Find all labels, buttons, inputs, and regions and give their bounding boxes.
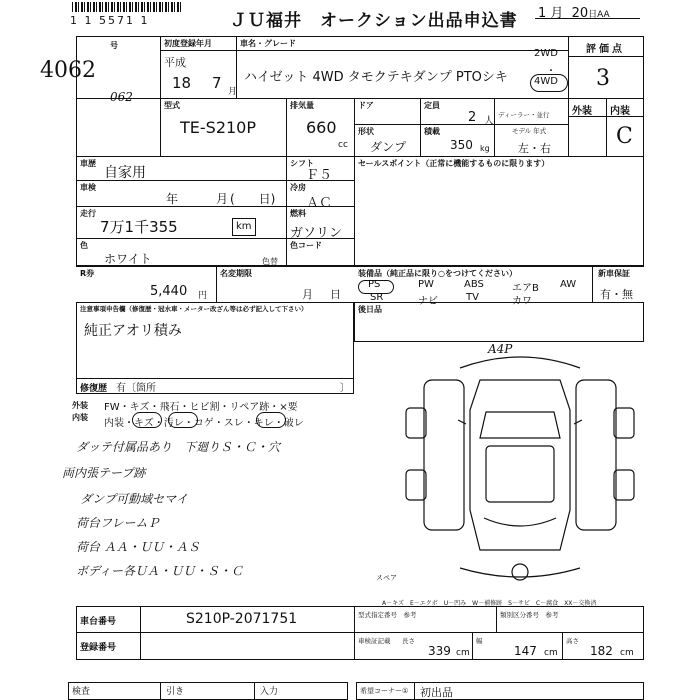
- mileage-label: 走行: [80, 209, 96, 218]
- lot-sub: 062: [110, 90, 133, 104]
- registration-label: 登録番号: [80, 643, 117, 653]
- displacement-unit: cc: [338, 140, 348, 150]
- displacement-value: 660: [306, 118, 337, 137]
- chassis-label: 車台番号: [80, 617, 117, 627]
- inspection-year: 年: [166, 192, 179, 206]
- color-code-label: 色コード: [290, 241, 322, 250]
- height-value: 182: [590, 644, 613, 658]
- after-items-box: [354, 302, 644, 342]
- name-change-day: 日: [330, 288, 341, 301]
- mileage-value: 7万1千355: [100, 218, 178, 236]
- first-reg-year: 18: [172, 74, 192, 92]
- spare-label: スペア: [376, 574, 397, 582]
- class-label: 類別区分番号 参考: [500, 611, 559, 619]
- recycle-label: R券: [80, 269, 95, 278]
- length-value: 339: [428, 644, 451, 658]
- capacity-value: 2: [468, 110, 477, 125]
- drive-dot: ・: [546, 66, 556, 77]
- dealer-label: ディーラー・並行: [498, 111, 550, 119]
- int-value: C: [616, 124, 633, 149]
- length-label: 長さ: [402, 637, 415, 645]
- equip-aw: AW: [560, 279, 577, 290]
- footer-inspection: 検査: [72, 687, 91, 697]
- color-label: 色: [80, 241, 88, 250]
- inspection-label: 車検: [80, 183, 96, 192]
- corner-label: 希望コーナー①: [360, 687, 409, 695]
- equip-navi: ナビ: [418, 296, 438, 307]
- load-value: 350: [450, 138, 473, 152]
- legend-int-label: 内装: [72, 413, 88, 422]
- grade-label: 評価点: [586, 44, 625, 55]
- type-value: TE-S210P: [180, 118, 256, 137]
- barcode: [72, 2, 182, 12]
- chassis-value: S210P-2071751: [186, 611, 298, 627]
- footer-pull: 引き: [166, 687, 185, 697]
- date-month-unit: 月: [550, 6, 564, 21]
- name-change-month: 月: [302, 288, 313, 301]
- equip-abs: ABS: [464, 279, 484, 290]
- ac-value: ＡＣ: [306, 196, 333, 211]
- model-label: 車名・グレード: [240, 39, 296, 48]
- body-shape-value: ダンプ: [370, 140, 407, 154]
- legend-yogore-circle: [168, 412, 198, 428]
- damage-legend: A－キズ E－エクボ U－凹み W－補修跡 S－サビ C－腐食 XX－交換済: [382, 600, 597, 607]
- doors-label: ドア: [358, 101, 374, 110]
- inspection-day: ( 日): [230, 192, 276, 206]
- sales-point-label: セールスポイント（正常に機能するものに限ります）: [358, 159, 550, 168]
- equip-leather: カワ: [512, 296, 532, 307]
- mileage-unit: km: [236, 221, 252, 232]
- width-unit: cm: [544, 648, 558, 658]
- equip-airbag: エアB: [512, 283, 539, 294]
- hand-note-4: 荷台フレームＰ: [76, 516, 160, 530]
- legend-sure-circle: [256, 412, 286, 428]
- displacement-label: 排気量: [290, 101, 314, 110]
- footer-entry: 入力: [260, 687, 279, 697]
- ac-label: 冷房: [290, 183, 306, 192]
- footer-row: [68, 682, 348, 700]
- drive-4wd: 4WD: [534, 76, 558, 87]
- shift-value: Ｆ５: [306, 168, 333, 183]
- load-label: 積載: [424, 127, 440, 136]
- date-underline: [535, 18, 640, 19]
- first-reg-era: 平成: [164, 56, 186, 69]
- capacity-label: 定員: [424, 101, 440, 110]
- equip-pw: PW: [418, 279, 434, 290]
- first-reg-label: 初度登録年月: [164, 39, 212, 48]
- equipment-label: 装備品（純正品に限り○をつけてください）: [358, 269, 517, 278]
- legend-kizu-circle: [132, 412, 162, 428]
- first-reg-month-unit: 月: [228, 87, 238, 97]
- handle-label: モデル 年式: [512, 127, 547, 135]
- form-title: ＪＵ福井 オークション出品申込書: [230, 11, 518, 31]
- height-unit: cm: [620, 648, 634, 658]
- ext-label: 外装: [572, 106, 592, 117]
- width-value: 147: [514, 644, 537, 658]
- fuel-value: ガソリン: [290, 226, 343, 241]
- width-label: 幅: [476, 637, 483, 645]
- name-change-label: 名変期限: [220, 269, 252, 278]
- hand-note-2: 両内張テープ跡: [62, 466, 146, 480]
- new-warranty-label: 新車保証: [598, 269, 630, 278]
- model-value: ハイゼット 4WD タモクテキダンプ PTOシキ: [244, 70, 508, 85]
- spec-label: 型式指定番号 参考: [358, 611, 417, 619]
- height-label: 高さ: [566, 637, 579, 645]
- body-shape-label: 形状: [358, 127, 374, 136]
- recycle-unit: 円: [198, 291, 208, 301]
- grade-value: 3: [596, 66, 610, 91]
- corner-value: 初出品: [420, 686, 453, 699]
- usage-label: 車歴: [80, 159, 96, 168]
- notes-value: 純正アオリ積み: [84, 323, 182, 339]
- date-day-unit: 日AA: [588, 10, 610, 20]
- fuel-label: 燃料: [290, 209, 306, 218]
- legend-line1: FW・キズ・飛石・ヒビ割・リペア跡・×要: [104, 402, 298, 413]
- first-reg-month: 7: [212, 74, 222, 92]
- shift-label: シフト: [290, 159, 314, 168]
- hand-note-3: ダンプ可動域セマイ: [80, 492, 188, 506]
- handle-value: 左・右: [518, 142, 551, 155]
- date-day: 20: [571, 6, 589, 21]
- date-month: 1: [538, 6, 547, 21]
- hand-note-6: ボディー各ＵＡ・ＵＵ・Ｓ・Ｃ: [76, 564, 244, 578]
- new-warranty-value: 有・無: [600, 288, 633, 301]
- dims-label: 車検証記載: [358, 637, 391, 645]
- inspection-month: 月: [216, 192, 229, 206]
- notes-label: 注意事項申告欄（修復歴・冠水車・メーター改ざん等は必ず記入して下さい）: [80, 305, 308, 313]
- repair-history-label: 修復歴: [80, 384, 108, 394]
- equip-sr: SR: [370, 292, 384, 303]
- barcode-number: 1 1 5571 1: [70, 14, 150, 27]
- length-unit: cm: [456, 648, 470, 658]
- lot-number: 4062: [40, 58, 96, 83]
- color-value: ホワイト: [104, 252, 152, 266]
- diagram-top-note: A4P: [488, 342, 513, 356]
- legend-ext-label: 外装: [72, 401, 88, 410]
- repair-history-close: 〕: [340, 383, 350, 394]
- after-items-label: 後日品: [358, 305, 382, 314]
- color-number-label: 色替: [262, 257, 278, 266]
- load-unit: kg: [480, 144, 490, 153]
- repair-history-value: 有〔箇所: [116, 383, 156, 394]
- type-label: 型式: [164, 101, 180, 110]
- hand-note-5: 荷台 ＡＡ・ＵＵ・ＡＳ: [76, 540, 200, 554]
- drive-2wd: 2WD: [534, 48, 558, 59]
- hand-note-1: ダッテ付属品あり 下廻りＳ・Ｃ・穴: [76, 440, 281, 454]
- equip-ps: PS: [368, 279, 381, 290]
- capacity-unit: 人: [484, 116, 494, 127]
- usage-value: 自家用: [104, 165, 146, 181]
- lot-label: 号: [110, 41, 118, 50]
- legend-line2: 内装・キズ・汚レ・コゲ・スレ・キレ・破レ: [104, 418, 304, 429]
- int-label: 内装: [610, 106, 630, 117]
- vehicle-diagram: [400, 350, 640, 590]
- recycle-value: 5,440: [150, 284, 188, 299]
- equip-tv: TV: [466, 292, 479, 303]
